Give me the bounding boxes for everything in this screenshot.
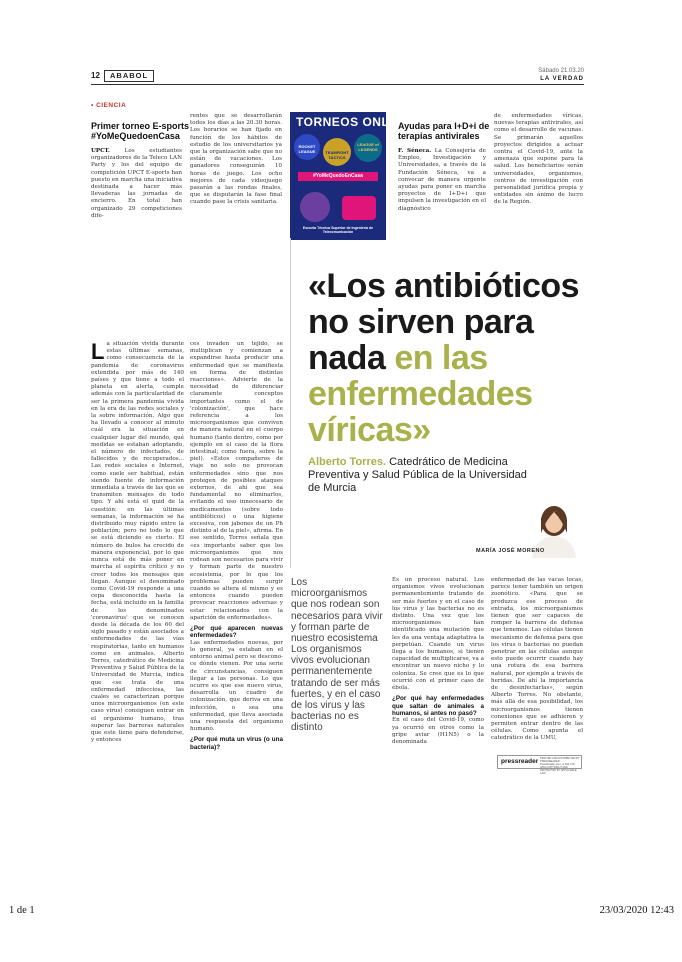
byline-description: Catedrático de Medicina Preventiva y Salud Pública de la Universidad de Murcia — [308, 456, 527, 494]
esports-promo-image — [290, 112, 411, 240]
brief-esports-title: Primer torneo E-sports #YoMeQuedoenCasa — [91, 121, 190, 141]
column-divider — [290, 238, 291, 568]
article-col5: enfermedad de las vacas locas, parece tener también un origen zoonótico. «Para que se produzca ese proceso de entrada, los microorganismos tienen que ser capaces de romper la barrera de defensa que tenemos. Las células tienen mecanismo de defensa para que los virus o bacterias no puedan penetrar en las células aunque esto puede ocurrir cuando hay una rotura de esa barrera natural, por ejemplo a través de heridas. De ahí la importancia de desinfectarlas», según Alberto Torres. No obstante, más allá de esa posibilidad, los microorganismos tienen conexiones que se adhieren y permiten entrar dentro de las células. Como apunta el catedrático de la UMU, — [491, 577, 583, 742]
page-number: 12 — [91, 71, 100, 80]
byline-name: Alberto Torres. — [308, 456, 387, 468]
newspaper-name: LA VERDAD — [540, 76, 584, 82]
brief-antiviral-col1: F. Séneca. La Consejería de Empleo, Investigación y Universidades, a través de la Fundación Séneca, va a convocar de manera urgente ayudas para poner en marcha proyectos de I+D+i que impulsen la investigación en el diagnóstico — [398, 148, 486, 212]
brief-antiviral-col2: de enfermedades víricas, nuevas terapias antivirales, así como el desarrollo de vacunas. Se primarán aquellos proyectos dirigidos a actuar contra el Covid-19, ante la amenaza que supone para la salud. Los beneficiarios serán universidades, organismos, centros de investigación con personalidad jurídica propia y entidades sin ánimo de lucro de la Región. — [494, 113, 583, 206]
brief-antiviral-title: Ayudas para I+D+i de terapias antivirales — [398, 121, 490, 141]
category-label: • CIENCIA — [91, 102, 127, 109]
section-label: ABABOL — [104, 70, 154, 82]
promo-logo3-text: LEAGUE of LEGENDS — [357, 142, 379, 152]
controller-icon — [342, 196, 376, 220]
article-col2-text-a: ces invaden un tejido, se multiplican y comienzan a expandirse hasta producir una enfermedad que se manifiesta en forma de distintas reacciones». Advierte de la necesidad de diferenciar claramente conceptos importantes como el de 'colonización', que hace referencia a los microorganismos que conviven de manera natural en el cuerpo humano (tanto dentro, como por ejemplo en el caso de la flora intestinal; como fuera, sobre la piel). «Estos compañeros de viaje no solo no provocan enfermedades sino que nos protegen de posibles ataques externos, de ahí que sea fundamental no eliminarlos, evitando el uso innecesario de medicamentos (sobre todo antibióticos) o una higiene excesiva, con jabones de un Ph distinto al de la piel», afirma. En ese sentido, Torres señala que «es importante saber que los microorganismos que nos rodean son necesarios para vivir y forman parte de nuestro ecosistema, por lo que los problemas pueden surgir cuando se altera el mismo y es entonces cuando pueden provocar reacciones adversas y estar relacionados con la aparición de enfermedades». — [190, 341, 283, 621]
brief-esports-col1: UPCT. Los estudiantes organizadores de la Teleco LAN Party y los del equipo de competición UPCT E-sports han puesto en marcha una iniciativa destinada a hacer más llevaderas las jornadas de encierro. En total han organizado 29 competiciones dife- — [91, 148, 182, 219]
brief-antiviral-lead: F. Séneca. — [398, 148, 432, 154]
pull-quote-2: Los organismos vivos evolucionan permanentemente tratando de ser más fuertes, y en el caso de los virus y las bacterias no es distinto — [291, 644, 381, 734]
issue-date: Sábado 21.03.20 — [538, 68, 584, 74]
promo-title: TORNEOS ONLINE — [296, 115, 411, 129]
question-virus-mutation: ¿Por qué muta un virus (o una bacteria)? — [190, 736, 283, 751]
article-col2-text-b: Las enfermedades nuevas, por lo general, ya estaban en el entorno animal pero se descono-ce dónde vienen. Por una serie de circunstancias, consiguen llegar a las personas. Lo que ocurre es que ese nuevo virus, desarrolla un cuadro de colonización, que deriva en una infección, o sea una enfermedad, que lleva asociada una respuesta del organismo humano. — [190, 639, 283, 733]
promo-hashtag: #YoMeQuedoEnCasa — [298, 172, 378, 181]
article-col4-text-a: Es un proceso natural. Los organismos vivos evolucionan permanentemente tratando de ser más fuertes y en el caso de los virus y las bacterias no es distinto. Una vez que los microorganismos han identificado una mutación que les da una ventaja adaptativa la perpetúan. Cuando un virus llega a los humanos, si tienen capacidad de multiplicarse, va a encontrar un nuevo nicho y lo coloniza. Se cree que es lo que ocurrió con el primer caso de ébola. — [392, 577, 484, 692]
photo-credit: MARÍA JOSÉ MORENO — [476, 548, 545, 554]
dropcap: L — [91, 339, 105, 364]
article-headline — [308, 268, 588, 448]
article-col4-text-b: En el caso del Covid-19, como ya ocurrió en otros como la gripe aviar (H1N5) o la denominada — [392, 717, 484, 746]
brief-esports-col2: rentes que se desarrollarán todos los días a las 20.30 horas. Los horarios se han fijado en función de los hábitos de estudio de los universitarios ya que la organización sabe que no están de vacaciones. Los ganadores conseguirán 10 horas de juego. Los ocho mejores de cada videojuego pasarán a las rondas finales, que se disputarán la fase final cuando pase la crisis sanitaria. — [190, 113, 282, 206]
header-rule — [91, 84, 584, 85]
promo-logo2-text: TEAMFIGHT TACTICS — [325, 150, 349, 160]
pressreader-logo: pressreader — [501, 758, 539, 765]
trophy-icon — [300, 192, 330, 222]
brief-esports-lead: UPCT. — [91, 148, 110, 154]
article-col1: La situación vivida durante estas últimas semanas, como consecuencia de la pandemia de coronavirus extendida por más de 140 países y que tiene a todo el planeta en alerta, cumple además con la particularidad de ser la primera pandemia vivida en la era de las redes sociales y la sobre información. Algo que ha llevado a conocer al minuto cuál era la situación en cualquier lugar del mundo, qué medidas se estaban adoptando, el número de infectados, de fallecidos y de recuperados... Las redes sociales e Internet, como suele ser habitual, están siendo fuente de información inmediata a través de las que se transmiten mensajes de todo tipo. Y ahí está el quid de la cuestión: en las últimas semanas, la información se ha distribuido muy rápido entre la población; pero no todo lo que se está diciendo es cierto. El número de bulos ha crecido de manera exponencial, por lo que nunca está de más poner en marcha el espíritu crítico y no creer todos los mensajes que llegan. Aunque el denominado como Covid-19 responde a una cepa desconocida hasta la fecha, está incluido en la familia de los denominados 'coronavirus' que se conocen desde la década de los 60 del siglo pasado y están asociados a enfermedades de las vías respiratorias, tanto en humanos como en animales. Alberto Torres, catedrático de Medicina Preventiva y Salud Pública de la Universidad de Murcia, indica que «se trata de una enfermedad infecciosa, las cuales se caracterizan porque unos microorganismos (en este caso virus) consiguen entrar en el organismo humano, tras superar las barreras naturales que este tiene para defenderse, y entonces — [91, 339, 184, 744]
pressreader-small-print: PRINTED AND DISTRIBUTED BY PRESSREADER PressReader.com +1 604 278 4604 COPYRIGHT AND PROTECTED BY APPLICABLE LAW — [540, 757, 580, 775]
article-col4 — [392, 577, 484, 746]
pressreader-stamp — [497, 755, 582, 775]
promo-footer-text: Escuela Técnica Superior de Ingeniería de Telecomunicación — [302, 226, 374, 234]
headline-dark: «Los antibióticos no sirven para nada — [308, 267, 580, 377]
print-timestamp: 23/03/2020 12:43 — [599, 905, 674, 916]
print-page-count: 1 de 1 — [9, 905, 35, 916]
headline-green: en las enfermedades víricas» — [308, 339, 533, 449]
question-new-diseases: ¿Por qué aparecen nuevas enfermedades? — [190, 624, 283, 640]
promo-logo1-text: ROCKET LEAGUE — [298, 144, 316, 154]
article-byline — [308, 456, 528, 495]
question-animal-jump: ¿Por qué hay enfermedades que saltan de animales a humanos, si antes no pasó? — [392, 695, 484, 718]
article-col2 — [190, 341, 283, 751]
pull-quote-1: Los microorganismos que nos rodean son necesarios para vivir y forman parte de nuestro ecosistema — [291, 577, 383, 645]
